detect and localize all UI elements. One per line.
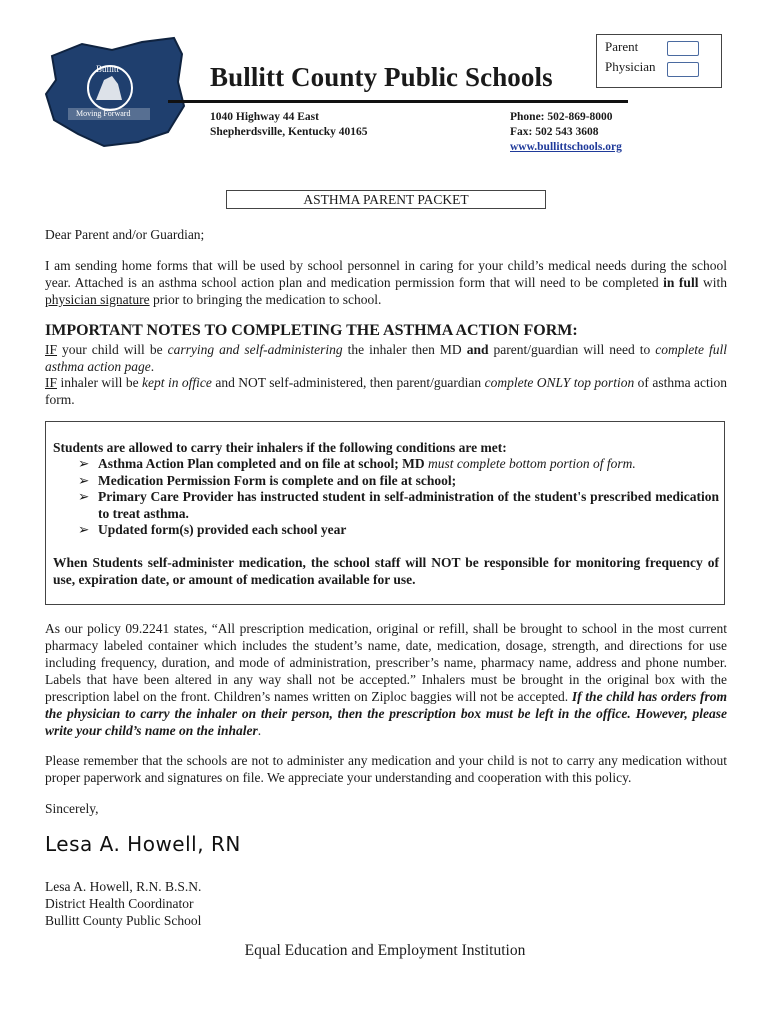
note-text: and NOT self-administered, then parent/guardian bbox=[211, 375, 485, 390]
signer-name: Lesa A. Howell, R.N. B.S.N. bbox=[45, 879, 202, 894]
conditions-list bbox=[53, 456, 719, 539]
physician-label: Physician bbox=[605, 59, 656, 74]
intro-underline: physician signature bbox=[45, 292, 150, 307]
district-logo bbox=[42, 36, 192, 148]
contact-block bbox=[510, 110, 622, 155]
closing: Sincerely, bbox=[45, 801, 99, 816]
fax-number: Fax: 502 543 3608 bbox=[510, 126, 599, 138]
notes-heading: IMPORTANT NOTES TO COMPLETING THE ASTHMA ACTION FORM: bbox=[45, 322, 578, 339]
list-item bbox=[53, 522, 719, 539]
arrow-bullet-icon: ➢ bbox=[78, 456, 90, 471]
staff-responsibility-note: When Students self-administer medication, the school staff will NOT be responsible for monitoring frequency of use, expiration date, or amount of medication available for use. bbox=[53, 555, 719, 587]
policy-emphasis: If the child has orders from the physician to carry the inhaler on their person, then the prescription box must be left in the office. However, please write your child’s name on the inhaler bbox=[45, 689, 727, 738]
list-item bbox=[53, 473, 719, 490]
intro-text: I am sending home forms that will be used by school personnel in caring for your child’s medical needs during the school year. Attached is an asthma school action plan and medication permission form that will need to be completed bbox=[45, 258, 727, 290]
note-text: parent/guardian will need to bbox=[488, 342, 656, 357]
condition-text: Primary Care Provider has instructed student in self-administration of the student's prescribed medication to treat asthma. bbox=[98, 489, 719, 521]
parent-label: Parent bbox=[605, 39, 639, 54]
conditions-heading: Students are allowed to carry their inhalers if the following conditions are met: bbox=[53, 440, 507, 455]
signer-organization: Bullitt County Public School bbox=[45, 913, 202, 928]
packet-title: ASTHMA PARENT PACKET bbox=[226, 190, 546, 209]
note-italic: complete full asthma action page bbox=[45, 342, 727, 374]
note-italic: complete ONLY top portion bbox=[484, 375, 635, 390]
arrow-bullet-icon: ➢ bbox=[78, 522, 90, 537]
note-bold: and bbox=[466, 342, 489, 357]
policy-text: . bbox=[257, 723, 262, 738]
conditions-box bbox=[45, 421, 725, 605]
logo-top-text: Bullitt bbox=[96, 64, 120, 74]
note-text: inhaler will be bbox=[57, 375, 143, 390]
address-line-1: 1040 Highway 44 East bbox=[210, 111, 319, 123]
website-link[interactable]: www.bullittschools.org bbox=[510, 141, 622, 153]
list-item bbox=[53, 456, 719, 473]
parent-checkbox[interactable] bbox=[667, 41, 699, 56]
condition-italic: must complete bottom portion of form. bbox=[424, 456, 636, 471]
note-text: . bbox=[150, 359, 155, 374]
intro-text: prior to bringing the medication to school. bbox=[149, 292, 382, 307]
physician-checkbox[interactable] bbox=[667, 62, 699, 77]
note-italic: kept in office bbox=[142, 375, 212, 390]
reminder-paragraph: Please remember that the schools are not to administer any medication and your child is not to carry any medication without proper paperwork and signatures on file. We appreciate your understanding and cooperation with this policy. bbox=[45, 753, 727, 785]
intro-emphasis: in full bbox=[663, 275, 699, 290]
note-text: your child will be bbox=[57, 342, 168, 357]
note-text: the inhaler then MD bbox=[342, 342, 467, 357]
policy-text: As our policy 09.2241 states, “All prescription medication, original or refill, shall be brought to school in the most current pharmacy labeled container which includes the student’s name, date, medication, dosage, strength, and directions for use including frequency, duration, and mode of administration, prescriber’s name, pharmacy name, address and phone number. Labels that have been altered in any way shall not be accepted.” Inhalers must be brought in the original box with the prescription label on the front. Children’s names written on Ziploc baggies will not be accepted. bbox=[45, 621, 727, 704]
list-item bbox=[53, 489, 719, 522]
note-if: IF bbox=[45, 375, 58, 390]
condition-text: Asthma Action Plan completed and on file at school; MD bbox=[98, 456, 425, 471]
logo-banner-text: Moving Forward bbox=[76, 109, 131, 118]
handwritten-signature: Lesa A. Howell, RN bbox=[45, 832, 241, 856]
phone-number: Phone: 502-869-8000 bbox=[510, 111, 613, 123]
address-line-2: Shepherdsville, Kentucky 40165 bbox=[210, 126, 368, 138]
note-carry-inhaler bbox=[45, 341, 727, 375]
signer-title: District Health Coordinator bbox=[45, 896, 194, 911]
condition-text: Medication Permission Form is complete and on file at school; bbox=[98, 472, 457, 488]
arrow-bullet-icon: ➢ bbox=[78, 472, 90, 488]
policy-paragraph bbox=[45, 620, 727, 739]
note-if: IF bbox=[45, 342, 58, 357]
note-italic: carrying and self-administering bbox=[167, 342, 343, 357]
header-divider bbox=[168, 100, 628, 103]
recipient-checkbox-group bbox=[596, 34, 722, 88]
intro-paragraph bbox=[45, 257, 727, 308]
greeting: Dear Parent and/or Guardian; bbox=[45, 227, 205, 242]
note-text: of asthma action form. bbox=[45, 375, 728, 407]
condition-text: Updated form(s) provided each school year bbox=[98, 522, 347, 537]
arrow-bullet-icon: ➢ bbox=[78, 489, 90, 504]
note-office-inhaler bbox=[45, 374, 727, 408]
footer-statement: Equal Education and Employment Institution bbox=[244, 942, 526, 959]
intro-text: with bbox=[698, 275, 727, 290]
organization-title: Bullitt County Public Schools bbox=[210, 62, 553, 92]
address-block bbox=[210, 110, 368, 140]
